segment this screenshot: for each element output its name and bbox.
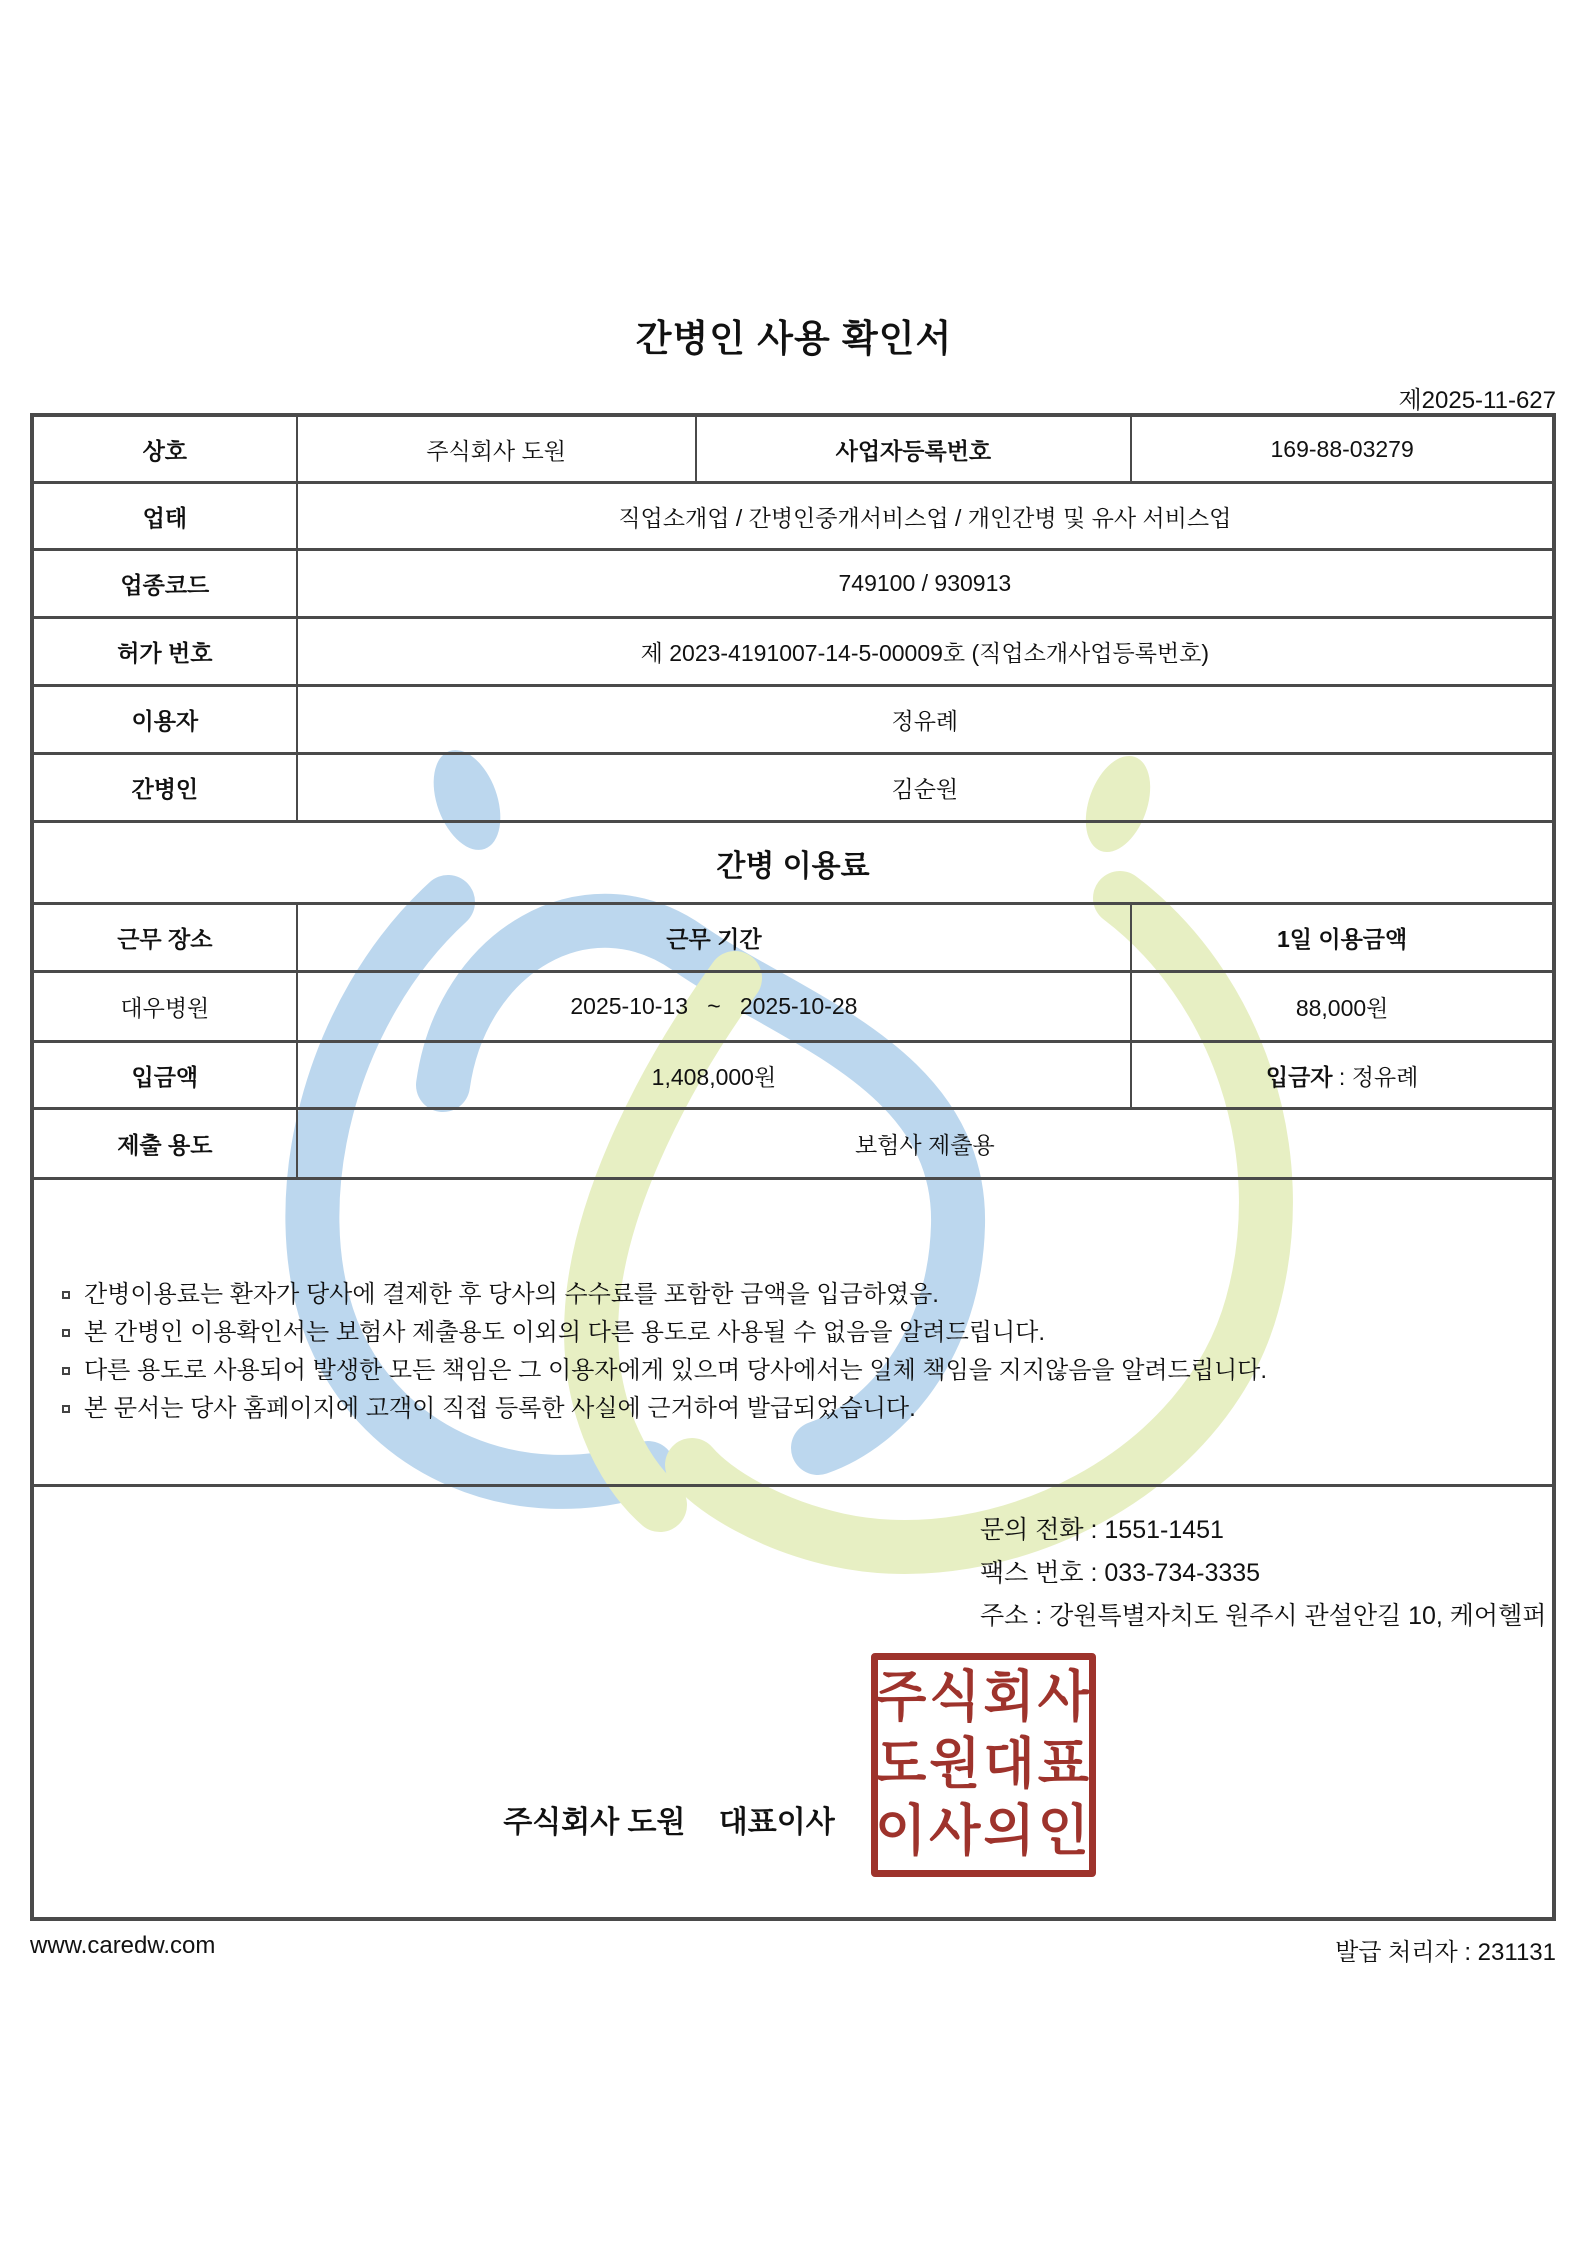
deposit-row [34, 1040, 1552, 1107]
note-text: 다른 용도로 사용되어 발생한 모든 책임은 그 이용자에게 있으며 당사에서는 일체 책임을 지지않음을 알려드립니다. [84, 1357, 1267, 1384]
fee-data-row [34, 970, 1552, 1040]
business-number-label: 사업자등록번호 [695, 417, 1131, 481]
deposit-label: 입금액 [131, 1063, 199, 1090]
industry-code-label: 업종코드 [120, 572, 210, 598]
signature-line: 주식회사 도원 대표이사 [503, 1806, 835, 1839]
square-bullet-icon [62, 1291, 70, 1299]
caregiver-label: 간병인 [131, 776, 199, 802]
notes-list [62, 1276, 1267, 1428]
footer-issuer: 발급 처리자 : 231131 [1335, 1939, 1556, 1966]
certificate-table [30, 413, 1556, 1921]
payer-cell [1130, 1043, 1552, 1107]
note-text: 간병이용료는 환자가 당사에 결제한 후 당사의 수수료를 포함한 금액을 입금하였음. [84, 1281, 939, 1308]
work-place-value: 대우병원 [120, 995, 210, 1021]
purpose-label: 제출 용도 [117, 1132, 213, 1158]
deposit-amount: 1,408,000원 [296, 1043, 1131, 1107]
payer-label: 입금자 [1265, 1063, 1333, 1090]
contact-block [980, 1509, 1546, 1638]
page-title: 간병인 사용 확인서 [635, 318, 953, 359]
seal-text-line: 주식회사 [875, 1667, 1092, 1728]
fee-section-title: 간병 이용료 [716, 849, 870, 883]
fee-header-row [34, 902, 1552, 970]
business-type-label: 업태 [142, 504, 188, 531]
seal-text-line: 이사의인 [875, 1801, 1092, 1862]
contact-phone: 문의 전화 : 1551-1451 [980, 1516, 1224, 1544]
contact-signature-box [34, 1484, 1552, 1917]
work-period-header: 근무 기간 [296, 905, 1131, 970]
table-row [34, 616, 1552, 684]
contact-address: 주소 : 강원특별자치도 원주시 관설안길 10, 케어헬퍼 [980, 1602, 1547, 1630]
square-bullet-icon [62, 1405, 70, 1413]
purpose-row [34, 1107, 1552, 1177]
note-item [62, 1314, 1267, 1352]
work-period-value: 2025-10-13 ~ 2025-10-28 [296, 973, 1131, 1040]
note-item [62, 1390, 1267, 1428]
company-name-value: 주식회사 도원 [296, 417, 695, 481]
table-row [34, 481, 1552, 548]
user-value: 정유례 [296, 687, 1552, 752]
table-row [34, 684, 1552, 752]
caregiver-value: 김순원 [296, 755, 1552, 820]
fee-section-header-row [34, 820, 1552, 902]
payer-value: : 정유례 [1332, 1063, 1419, 1090]
contact-fax: 팩스 번호 : 033-734-3335 [980, 1559, 1261, 1587]
user-label: 이용자 [131, 708, 199, 734]
note-item [62, 1352, 1267, 1390]
work-place-header: 근무 장소 [117, 926, 213, 952]
daily-fee-header: 1일 이용금액 [1130, 905, 1552, 970]
note-text: 본 문서는 당사 홈페이지에 고객이 직접 등록한 사실에 근거하여 발급되었습니다. [84, 1395, 916, 1422]
note-item [62, 1276, 1267, 1314]
table-row [34, 752, 1552, 820]
table-row [34, 548, 1552, 616]
company-name-label: 상호 [142, 437, 188, 464]
purpose-value: 보험사 제출용 [296, 1110, 1552, 1177]
table-row [34, 417, 1552, 481]
permit-number-label: 허가 번호 [117, 640, 213, 666]
daily-fee-value: 88,000원 [1130, 973, 1552, 1040]
page-footer [30, 1932, 1556, 1967]
business-type-value: 직업소개업 / 간병인중개서비스업 / 개인간병 및 유사 서비스업 [296, 484, 1552, 548]
business-number-value: 169-88-03279 [1130, 417, 1552, 481]
notes-box [34, 1177, 1552, 1484]
corporate-seal [871, 1653, 1096, 1877]
square-bullet-icon [62, 1367, 70, 1375]
industry-code-value: 749100 / 930913 [296, 551, 1552, 616]
seal-text-line: 도원대표 [875, 1734, 1092, 1795]
square-bullet-icon [62, 1329, 70, 1337]
footer-website: www.caredw.com [30, 1932, 216, 1959]
permit-number-value: 제 2023-4191007-14-5-00009호 (직업소개사업등록번호) [296, 619, 1552, 684]
document-number: 제2025-11-627 [1398, 387, 1556, 414]
note-text: 본 간병인 이용확인서는 보험사 제출용도 이외의 다른 용도로 사용될 수 없음을 알려드립니다. [84, 1319, 1046, 1346]
